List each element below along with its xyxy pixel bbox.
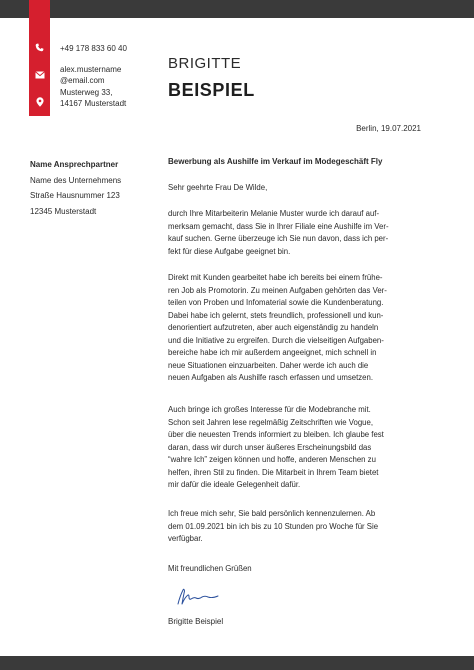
paragraph-line: und die Initiative zu ergreifen. Durch die vielseitigen Aufgaben- [168,335,384,345]
paragraph-2 [168,272,430,385]
top-bar [0,0,474,18]
closing: Mit freundlichen Grüßen [168,564,252,573]
paragraph-3 [168,404,430,492]
paragraph-line: denorientiert aufzutreten, aber auch eigenständig zu handeln [168,323,379,332]
paragraph-line: durch Ihre Mitarbeiterin Melanie Muster wurde ich darauf auf- [168,209,380,218]
contact-email-line1: alex.mustername [60,65,122,74]
recipient-company: Name des Unternehmens [30,175,122,185]
paragraph-line: neuen Aufgaben als Aushilfe rasch erfassen und umsetzen. [168,373,374,382]
paragraph-line: “wahre Ich” zeigen können und hoffe, anderen Menschen zu [168,455,376,464]
contact-phone: +49 178 833 60 40 [60,44,127,53]
map-pin-icon [29,93,50,111]
sender-last-name: BEISPIEL [168,80,255,100]
paragraph-line: daran, dass wir durch unser äußeres Erscheinungsbild das [168,442,372,452]
signature-name: Brigitte Beispiel [168,617,224,626]
paragraph-line: Direkt mit Kunden gearbeitet habe ich bereits bei einem frühe- [168,273,383,282]
paragraph-line: über die neuesten Trends informiert zu bleiben. Ich glaube fest [168,430,384,439]
paragraph-line: merksam gemacht, dass Sie in Ihrer Filiale eine Aushilfe im Ver- [168,221,389,231]
contact-email [60,64,121,86]
paragraph-line: mir dafür die ideale Gelegenheit dafür. [168,480,301,489]
bottom-bar [0,656,474,670]
contact-address [60,87,126,109]
paragraph-line: fekt für diese Aufgabe geeignet bin. [168,246,291,256]
paragraph-line: Ich freue mich sehr, Sie bald persönlich kennenzulernen. Ab [168,509,376,518]
salutation: Sehr geehrte Frau De Wilde, [168,183,268,192]
paragraph-line: kauf suchen. Gerne überzeuge ich Sie nun davon, dass ich per- [168,234,389,243]
paragraph-line: teilen von Proben und Infomaterial sowie die Kundenberatung. [168,298,384,307]
recipient-city: 12345 Musterstadt [30,206,97,216]
paragraph-line: dem 01.09.2021 bin ich bis zu 10 Stunden pro Woche für Sie [168,521,379,531]
contact-address-line2: 14167 Musterstadt [60,99,127,108]
paragraph-line: bereiche habe ich mir außerdem angeeignet, mich schnell in [168,348,377,357]
recipient-name: Name Ansprechpartner [30,160,119,169]
contact-address-line1: Musterweg 33, [60,88,113,97]
phone-icon [29,38,50,56]
paragraph-1 [168,208,430,258]
contact-email-line2: @email.com [60,76,105,85]
paragraph-line: helfen, ihren Stil zu finden. Die Mitarbeit in Ihrem Team bietet [168,467,379,477]
sender-first-name: BRIGITTE [168,55,242,72]
recipient-address [30,157,121,219]
paragraph-line: ren Job als Promotorin. Zu meinen Aufgaben gehörten das Ver- [168,285,387,295]
paragraph-line: verfügbar. [168,534,203,543]
paragraph-line: Dabei habe ich gelernt, stets freundlich, professionell und kun- [168,310,384,320]
letter-subject: Bewerbung als Aushilfe im Verkauf im Modegeschäft Fly [168,157,383,166]
paragraph-line: Schon seit Jahren lese regelmäßig Zeitschriften wie Vogue, [168,417,373,427]
handwritten-signature [172,586,222,613]
paragraph-line: neue Situationen einzuarbeiten. Daher werde ich auch die [168,360,369,370]
recipient-street: Straße Hausnummer 123 [30,191,120,200]
letter-date: Berlin, 19.07.2021 [356,124,421,133]
paragraph-4 [168,508,430,546]
envelope-icon [29,66,50,84]
paragraph-line: Auch bringe ich großes Interesse für die Modebranche mit. [168,405,371,414]
